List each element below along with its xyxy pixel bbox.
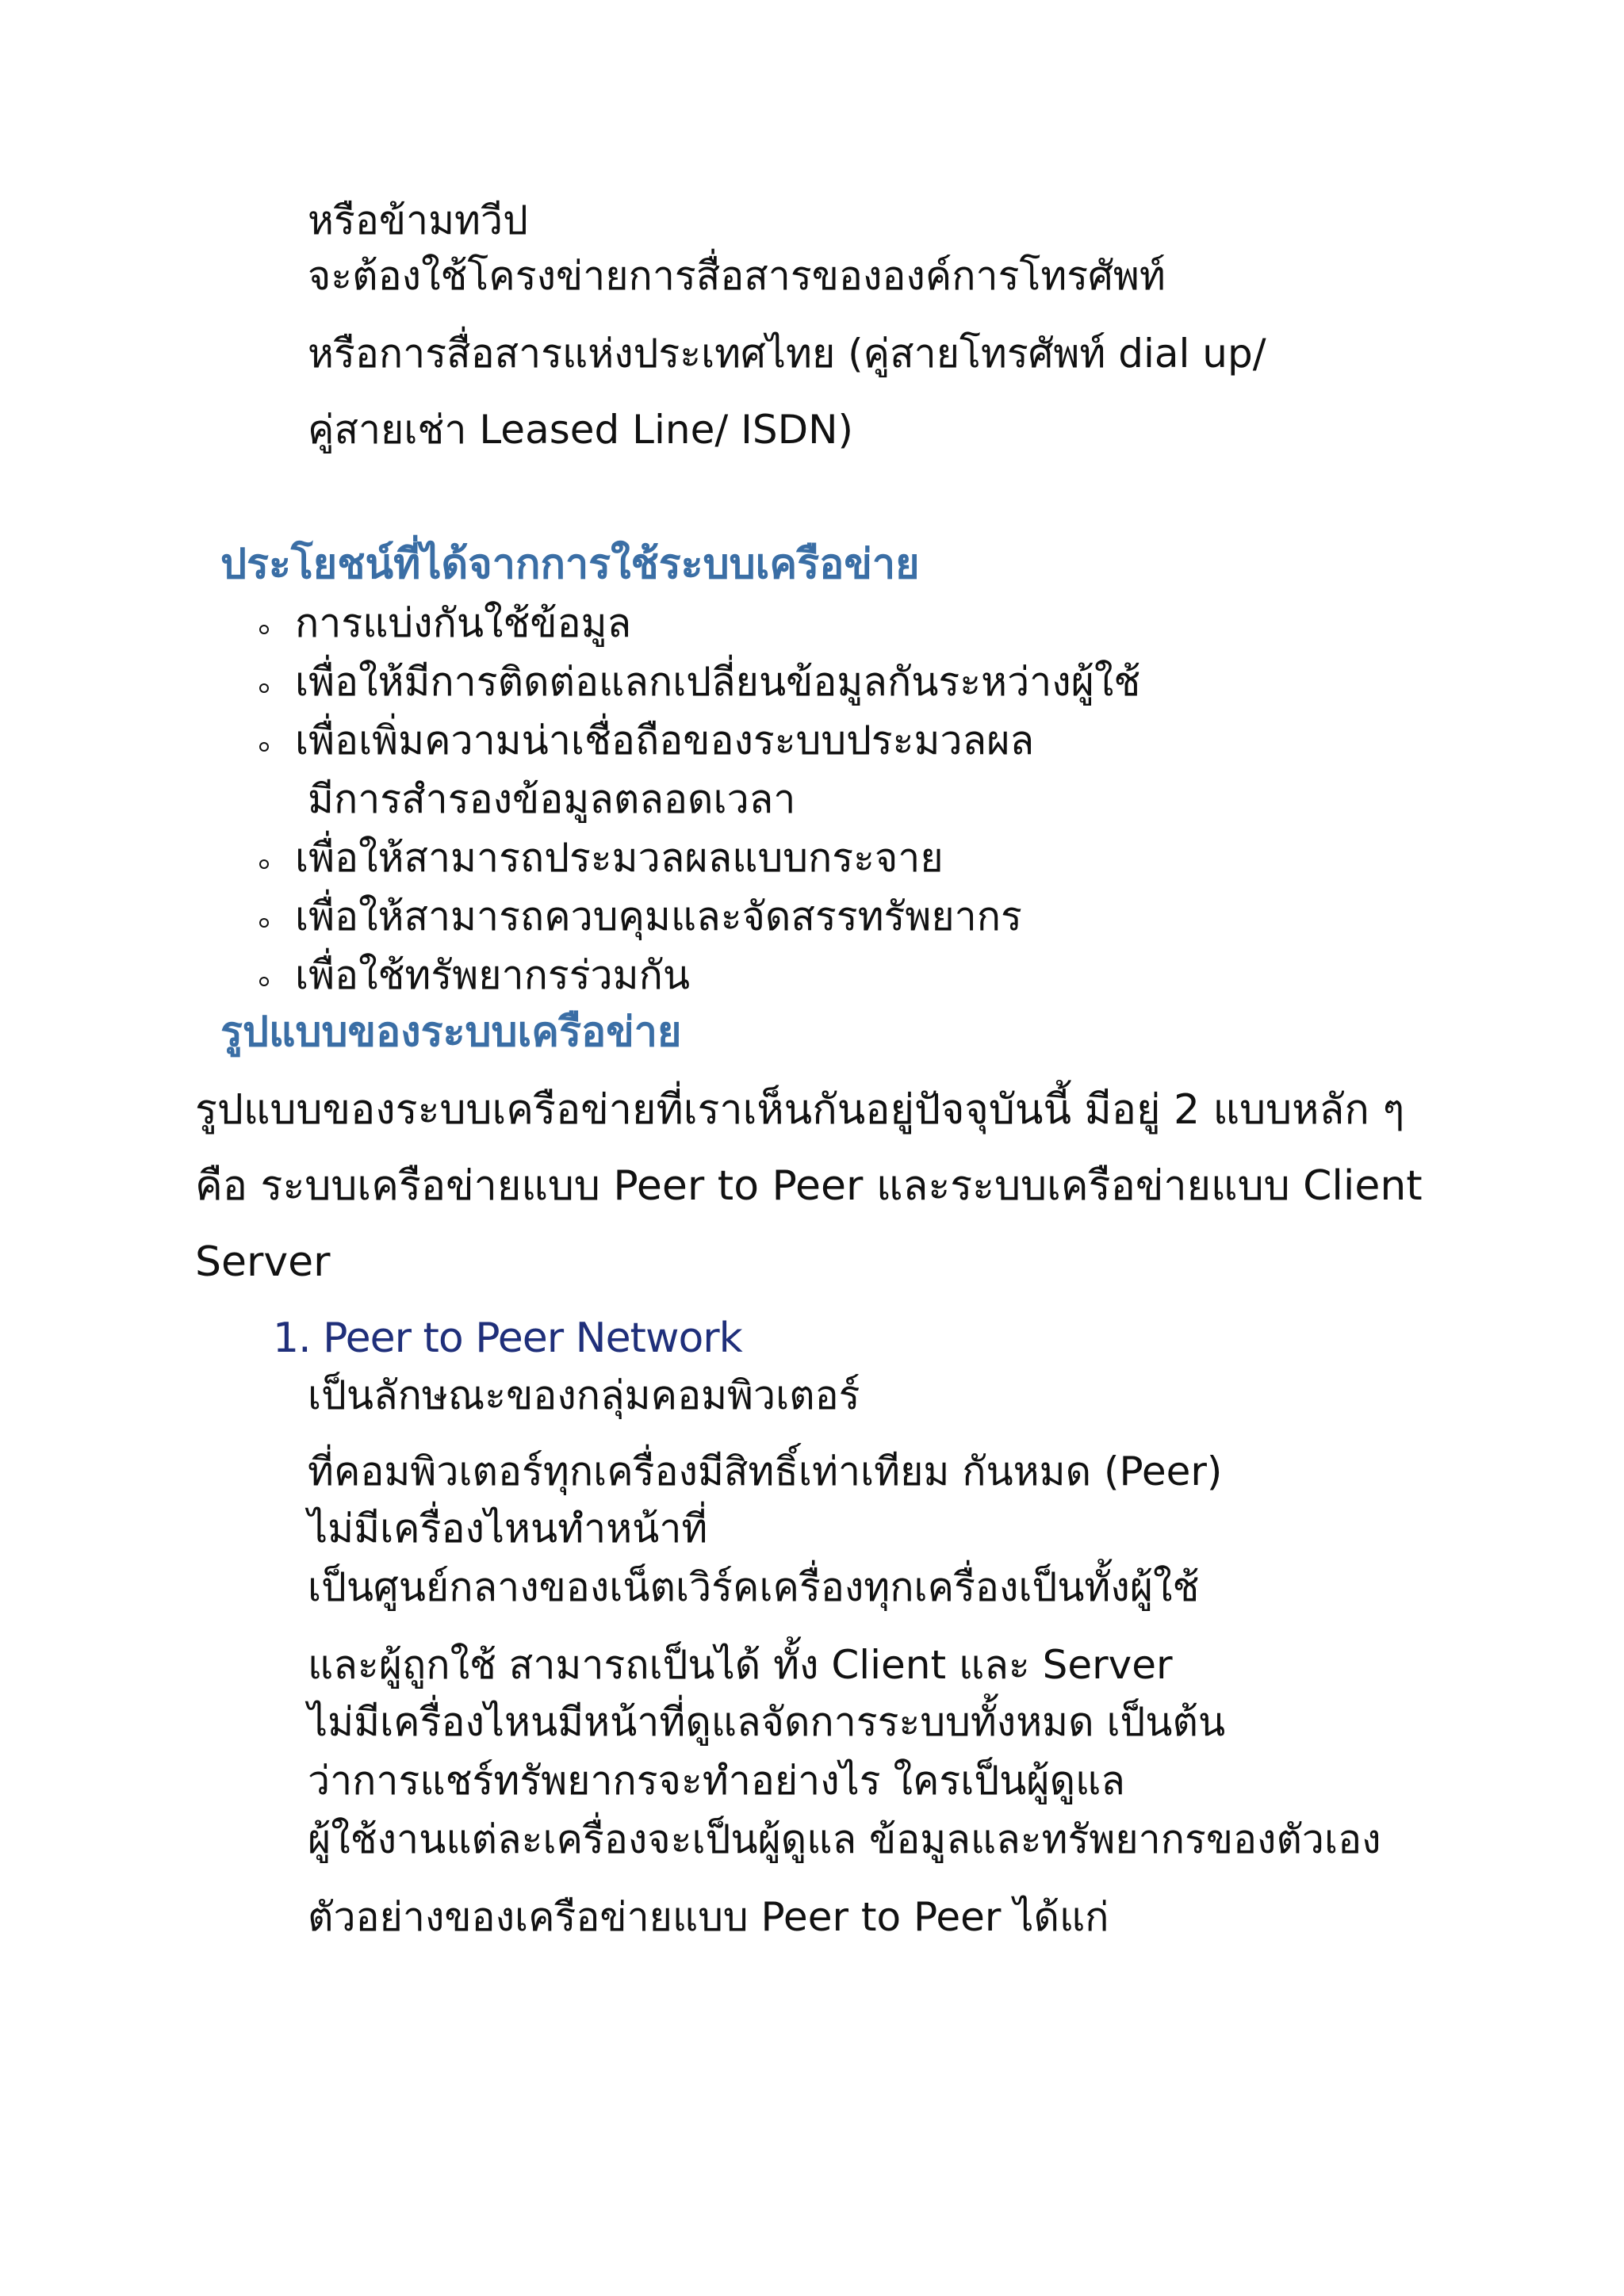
intro-line-2: จะต้องใช้โครงข่ายการสื่อสารขององค์การโทรศัพท์ (308, 253, 1166, 299)
bullet-icon (259, 625, 269, 634)
benefit-item-continuation: มีการสำรองข้อมูลตลอดเวลา (308, 776, 796, 822)
benefit-item: เพื่อใช้ทรัพยากรร่วมกัน (295, 952, 691, 998)
network-types-paragraph-line-2: คือ ระบบเครือข่ายแบบ Peer to Peer และระบบเครือข่ายแบบ Client (195, 1162, 1423, 1210)
peer-line-3: ไม่มีเครื่องไหนทำหน้าที่ (308, 1506, 708, 1552)
bullet-icon (259, 918, 269, 928)
benefit-item: เพื่อให้สามารถประมวลผลแบบกระจาย (295, 835, 944, 881)
intro-line-4: คู่สายเช่า Leased Line/ ISDN) (308, 407, 853, 453)
intro-line-1: หรือข้ามทวีป (308, 197, 528, 243)
intro-line-3: หรือการสื่อสารแห่งประเทศไทย (คู่สายโทรศัพท์ dial up/ (308, 331, 1266, 377)
benefits-heading: ประโยชน์ที่ได้จากการใช้ระบบเครือข่าย (220, 541, 920, 588)
network-types-heading: รูปแบบของระบบเครือข่าย (220, 1008, 682, 1056)
peer-line-7: ว่าการแชร์ทรัพยากรจะทำอย่างไร ใครเป็นผู้ดูแล (308, 1758, 1125, 1804)
benefit-item: เพื่อให้สามารถควบคุมและจัดสรรทรัพยากร (295, 894, 1022, 939)
peer-line-6: ไม่มีเครื่องไหนมีหน้าที่ดูแลจัดการระบบทั้งหมด เป็นต้น (308, 1699, 1226, 1745)
peer-section-heading: 1. Peer to Peer Network (273, 1314, 742, 1362)
peer-line-8: ผู้ใช้งานแต่ละเครื่องจะเป็นผู้ดูแล ข้อมูลและทรัพยากรของตัวเอง (308, 1816, 1381, 1862)
peer-line-9: ตัวอย่างของเครือข่ายแบบ Peer to Peer ได้แก่ (308, 1894, 1109, 1940)
bullet-icon (259, 742, 269, 752)
benefit-item: เพื่อเพิ่มความน่าเชื่อถือของระบบประมวลผล (295, 718, 1035, 763)
network-types-paragraph-line-3: Server (195, 1238, 331, 1286)
peer-line-5: และผู้ถูกใช้ สามารถเป็นได้ ทั้ง Client และ Server (308, 1642, 1173, 1688)
peer-line-2: ที่คอมพิวเตอร์ทุกเครื่องมีสิทธิ์เท่าเทียม กันหมด (Peer) (308, 1448, 1223, 1494)
benefit-item: การแบ่งกันใช้ข้อมูล (295, 600, 632, 646)
network-types-paragraph-line-1: รูปแบบของระบบเครือข่ายที่เราเห็นกันอยู่ปัจจุบันนี้ มีอยู่ 2 แบบหลัก ๆ (195, 1086, 1405, 1134)
bullet-icon (259, 859, 269, 869)
peer-line-1: เป็นลักษณะของกลุ่มคอมพิวเตอร์ (308, 1372, 860, 1418)
peer-line-4: เป็นศูนย์กลางของเน็ตเวิร์คเครื่องทุกเครื่องเป็นทั้งผู้ใช้ (308, 1564, 1200, 1610)
bullet-icon (259, 977, 269, 986)
bullet-icon (259, 683, 269, 693)
benefit-item: เพื่อให้มีการติดต่อแลกเปลี่ยนข้อมูลกันระหว่างผู้ใช้ (295, 659, 1141, 705)
